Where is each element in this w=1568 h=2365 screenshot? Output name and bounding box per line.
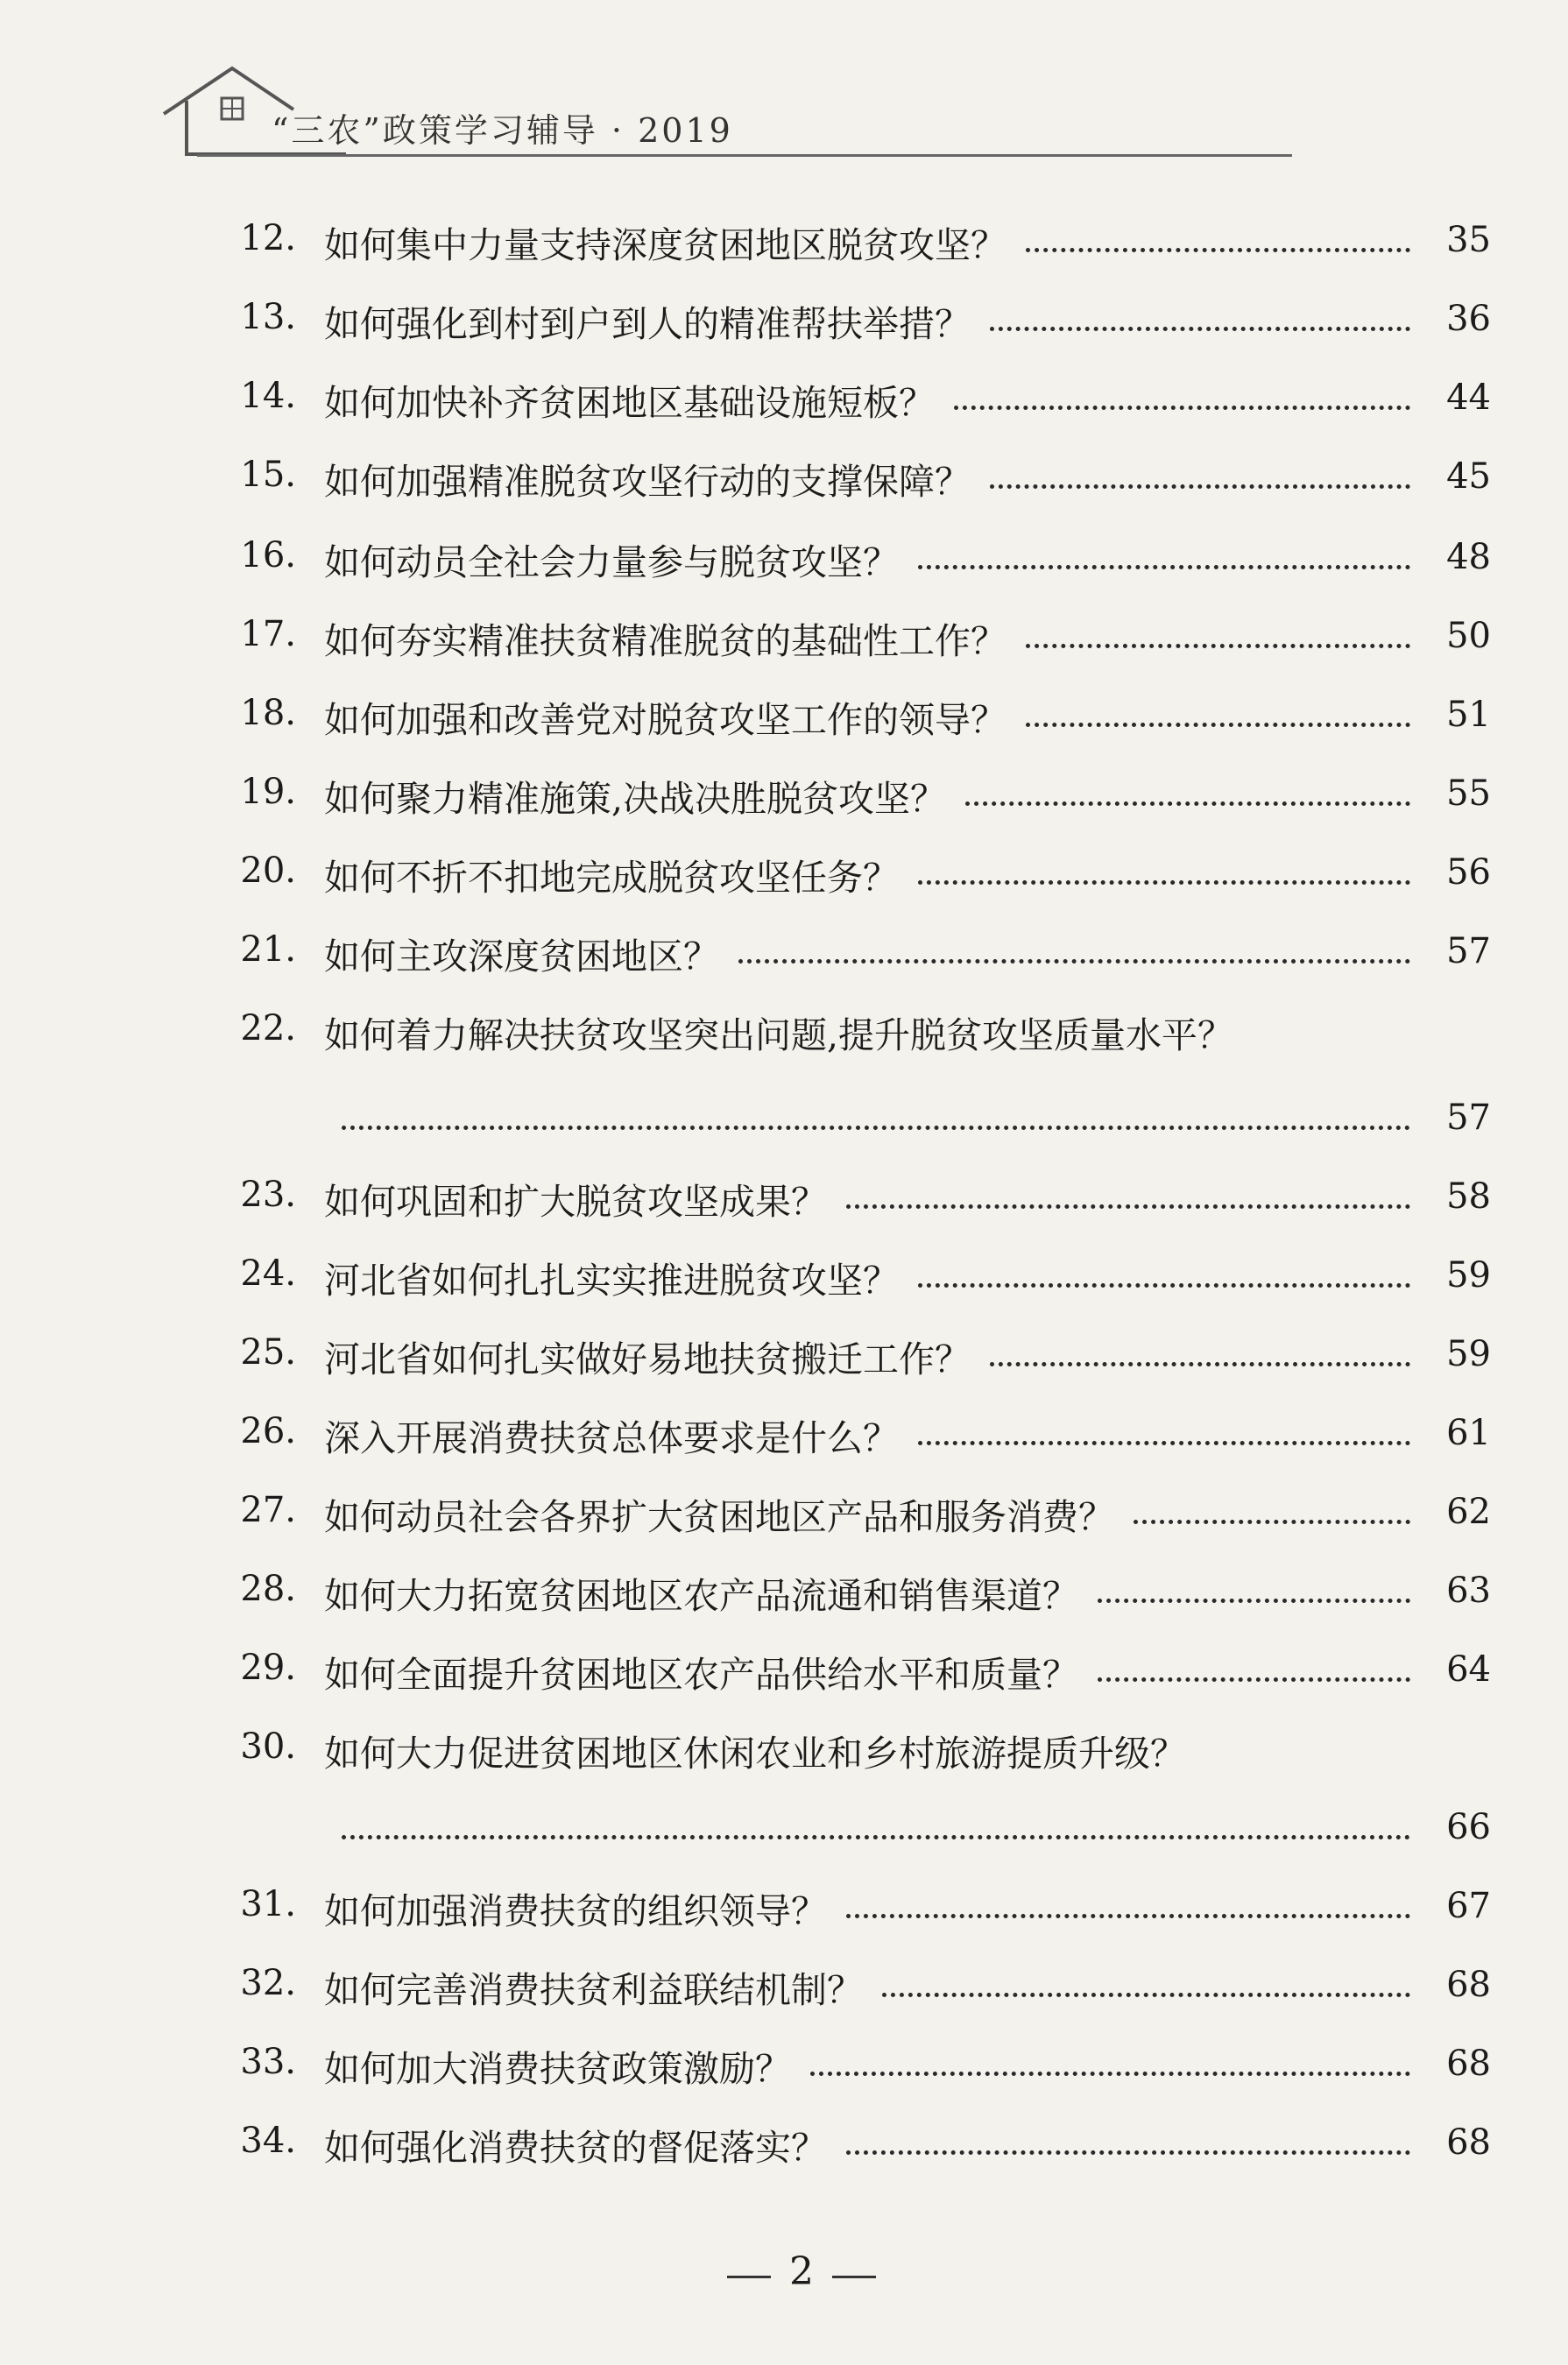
toc-entry-title: 如何加强消费扶贫的组织领导？: [324, 1890, 827, 1932]
toc-entry-page: 59: [1446, 1255, 1491, 1295]
toc-entry-number: 13.: [240, 297, 296, 337]
toc-entry-title: 如何动员社会各界扩大贫困地区产品和服务消费？: [324, 1496, 1114, 1538]
toc-entry-title: 深入开展消费扶贫总体要求是什么？: [324, 1417, 899, 1459]
toc-entry-leader: [1098, 1677, 1410, 1682]
toc-entry-page: 55: [1446, 773, 1491, 814]
toc-entry-page: 50: [1446, 616, 1491, 656]
footer-page-number: 2: [789, 2249, 814, 2294]
toc-entry-number: 34.: [240, 2121, 296, 2161]
toc-entry-number: 25.: [240, 1332, 296, 1373]
toc-entry-leader: [954, 406, 1410, 410]
toc-entry-title: 如何完善消费扶贫利益联结机制？: [324, 1969, 863, 2011]
toc-entry-leader: [846, 1914, 1410, 1918]
toc-entry-leader: [1098, 1599, 1410, 1603]
toc-entry-number: 15.: [240, 455, 296, 495]
toc-entry-number: 22.: [240, 1008, 296, 1048]
toc-entry-page: 61: [1446, 1413, 1491, 1453]
toc-entry-title: 如何加快补齐贫困地区基础设施短板？: [324, 382, 935, 424]
toc-entry-number: 32.: [240, 1963, 296, 2003]
toc-entry-title: 如何强化消费扶贫的督促落实？: [324, 2127, 827, 2169]
toc-entry-title: 如何巩固和扩大脱贫攻坚成果？: [324, 1181, 827, 1223]
toc-entry-number: 30.: [240, 1726, 296, 1767]
toc-entry-page: 59: [1446, 1334, 1491, 1374]
toc-entry-title: 如何动员全社会力量参与脱贫攻坚？: [324, 541, 899, 583]
toc-entry-number: 18.: [240, 693, 296, 733]
toc-entry-leader: [990, 484, 1410, 489]
toc-entry-page: 62: [1446, 1492, 1491, 1532]
toc-entry-number: 31.: [240, 1884, 296, 1924]
toc-entry-page: 67: [1446, 1886, 1491, 1926]
toc-entry-page: 68: [1446, 1965, 1491, 2005]
toc-entry-leader: [738, 959, 1410, 964]
toc-entry-leader: [918, 1441, 1410, 1445]
toc-entry-page: 58: [1446, 1176, 1491, 1217]
toc-entry-leader: [342, 1835, 1410, 1839]
toc-entry-number: 33.: [240, 2042, 296, 2082]
toc-entry-title: 如何加大消费扶贫政策激励？: [324, 2048, 791, 2090]
toc-entry-page: 35: [1446, 220, 1491, 260]
toc-entry-number: 17.: [240, 614, 296, 654]
toc-entry-page: 63: [1446, 1571, 1491, 1611]
footer-dash-right: [832, 2276, 876, 2278]
toc-entry-title: 如何大力促进贫困地区休闲农业和乡村旅游提质升级？: [324, 1733, 1186, 1775]
toc-entry-title: 如何主攻深度贫困地区？: [324, 935, 719, 978]
toc-entry-page: 56: [1446, 852, 1491, 893]
toc-entry-page: 44: [1446, 378, 1491, 418]
toc-entry-leader: [882, 1993, 1410, 1997]
toc-entry-title: 如何不折不扣地完成脱贫攻坚任务？: [324, 857, 899, 899]
toc-entry-title: 如何聚力精准施策,决战决胜脱贫攻坚？: [324, 778, 947, 820]
toc-entry-page: 57: [1446, 1098, 1491, 1138]
toc-entry-title: 河北省如何扎扎实实推进脱贫攻坚？: [324, 1260, 899, 1302]
toc-entry-number: 16.: [240, 535, 296, 575]
toc-entry-number: 14.: [240, 376, 296, 416]
toc-entry-page: 66: [1446, 1807, 1491, 1847]
toc-entry-leader: [1026, 644, 1410, 648]
toc-entry-page: 68: [1446, 2122, 1491, 2163]
toc-entry-leader: [965, 801, 1410, 806]
toc-entry-title: 如何集中力量支持深度贫困地区脱贫攻坚？: [324, 224, 1006, 266]
toc-entry-title: 如何加强精准脱贫攻坚行动的支撑保障？: [324, 461, 971, 503]
toc-entry-number: 27.: [240, 1490, 296, 1530]
toc-entry-number: 12.: [240, 218, 296, 258]
toc-entry-leader: [1134, 1520, 1410, 1524]
toc-entry-leader: [342, 1126, 1410, 1130]
toc-entry-title: 河北省如何扎实做好易地扶贫搬迁工作？: [324, 1338, 971, 1380]
toc-entry-leader: [846, 1204, 1410, 1209]
toc-entry-leader: [1026, 248, 1410, 252]
toc-entry-leader: [990, 327, 1410, 331]
toc-entry-title: 如何强化到村到户到人的精准帮扶举措？: [324, 303, 971, 345]
toc-entry-number: 21.: [240, 929, 296, 970]
toc-entry-page: 64: [1446, 1649, 1491, 1690]
toc-entry-title: 如何大力拓宽贫困地区农产品流通和销售渠道？: [324, 1575, 1078, 1617]
footer-dash-left: [727, 2276, 771, 2278]
header-title: “三农”政策学习辅导 · 2019: [272, 111, 733, 150]
toc-entry-page: 51: [1446, 695, 1491, 735]
toc-entry-leader: [846, 2150, 1410, 2155]
toc-entry-number: 29.: [240, 1648, 296, 1688]
toc-entry-title: 如何全面提升贫困地区农产品供给水平和质量？: [324, 1654, 1078, 1696]
toc-entry-leader: [918, 565, 1410, 569]
toc-entry-leader: [990, 1362, 1410, 1366]
toc-entry-title: 如何夯实精准扶贫精准脱贫的基础性工作？: [324, 620, 1006, 662]
toc-entry-leader: [1026, 723, 1410, 727]
toc-entry-number: 24.: [240, 1253, 296, 1294]
toc-entry-page: 45: [1446, 456, 1491, 497]
toc-entry-leader: [810, 2072, 1410, 2076]
toc-entry-leader: [918, 1283, 1410, 1288]
toc-entry-number: 19.: [240, 772, 296, 812]
toc-entry-number: 20.: [240, 851, 296, 891]
toc-entry-page: 68: [1446, 2044, 1491, 2084]
toc-entry-title: 如何加强和改善党对脱贫攻坚工作的领导？: [324, 699, 1006, 741]
toc-entry-number: 26.: [240, 1411, 296, 1451]
toc-entry-page: 48: [1446, 537, 1491, 577]
toc-entry-page: 36: [1446, 299, 1491, 339]
toc-entry-page: 57: [1446, 931, 1491, 971]
toc-entry-number: 28.: [240, 1569, 296, 1609]
toc-entry-title: 如何着力解决扶贫攻坚突出问题,提升脱贫攻坚质量水平？: [324, 1014, 1234, 1056]
toc-entry-number: 23.: [240, 1175, 296, 1215]
toc-entry-leader: [918, 880, 1410, 885]
